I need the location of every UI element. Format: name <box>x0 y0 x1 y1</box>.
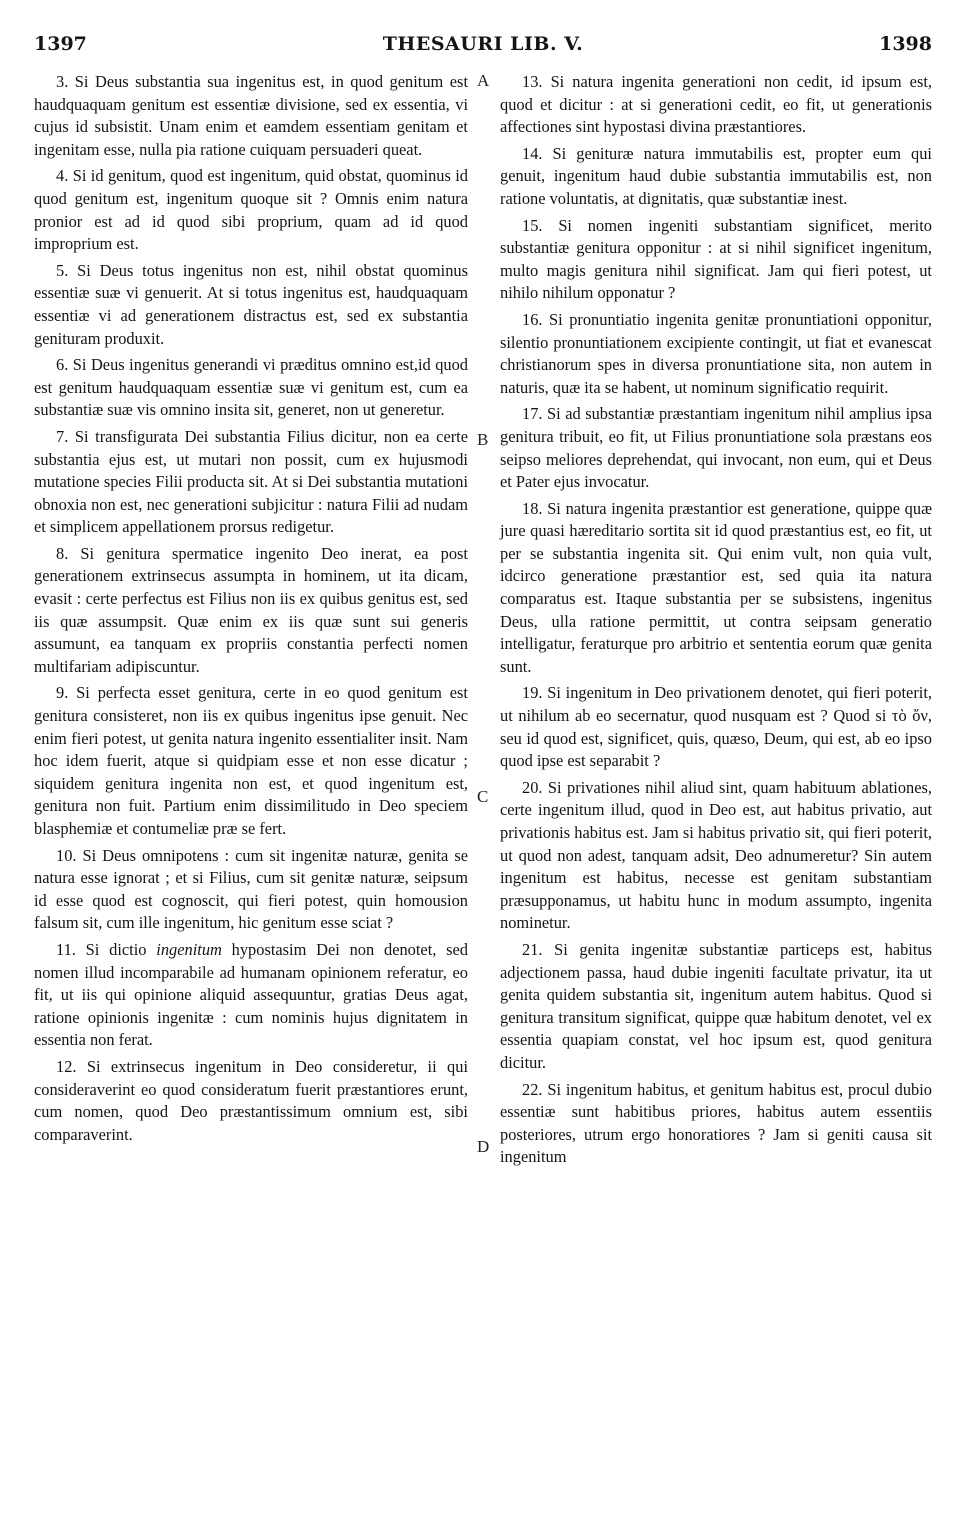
paragraph: 20. Si privationes nihil aliud sint, quam habituum ablationes, certe ingenitum illud, quod in Deo est, aut habitus privatio, aut privationis habitus est. Jam si habitus privatio sit, qui fieri poterit, ut quod non adest, tanquam adsit, Deo adnumeretur? Sin autem ingenitum est habitus, necesse est genitam substantiam præsupponamus, ut habitu hunc in modum assumpto, ingenita nominetur. <box>500 777 932 933</box>
paragraph: 9. Si perfecta esset genitura, certe in eo quod genitum est genitura consisteret, non iis ex quibus ingenitus ipse genuit. Nec enim fieri potest, ut genita natura ingenito essentialiter insit. Nam hoc idem fuerit, atque si quidpiam esse et non esse dicatur ; siquidem genitura ingenita non est, et quod ingenitum est, genitura non fuit. Partium enim dissimilitudo in Deo speciem blasphemiæ et contumeliæ præ se fert. <box>34 683 468 838</box>
paragraph: 7. Si transfigurata Dei substantia Filius dicitur, non ea certe substantia ejus est, ut mutari non possit, cum ex hujusmodi mutatione species Filii producta sit. At si Dei substantia mutationi obnoxia non est, nec generationi subjicitur : natura Filii ad nudam et simplicem appellationem prorsus redigetur. <box>34 426 468 537</box>
margin-marker-a: A <box>477 71 490 90</box>
running-header <box>28 33 938 59</box>
paragraph: 3. Si Deus substantia sua ingenitus est, in quod genitum est haudquaquam genitum est essentiæ divisione, sed ex essentia, vi cujus id subsistit. Unam enim et eamdem essentiam genitam et ingenitam esse, nulla pia ratione cuiquam persuaderi queat. <box>34 72 468 159</box>
paragraph: 10. Si Deus omnipotens : cum sit ingenitæ naturæ, genita se natura esse ignorat ; et si Filius, cum sit genitæ naturæ, seipsum id esse quod est cognoscit, qui fieri potest, quin homousion falsum sit, cum ille ingenitum, hic genitum esse sciat ? <box>34 845 468 933</box>
paragraph: 5. Si Deus totus ingenitus non est, nihil obstat quominus essentiæ suæ vi genuerit. At si totus ingenitus est, haudquaquam essentiæ vi ad generationem distractus est, sed ex substantia genituram produxit. <box>34 260 468 348</box>
page-number-left: 1397 <box>34 33 87 55</box>
right-column <box>500 71 932 1173</box>
page-number-right: 1398 <box>879 33 932 55</box>
paragraph: 4. Si id genitum, quod est ingenitum, quid obstat, quominus id quod genitum est, ingenitum quoque sit ? Omnis enim natura pronior est ad id quod sibi proprium, quam ad id quod improprium est. <box>34 166 468 254</box>
paragraph: 22. Si ingenitum habitus, et genitum habitus est, procul dubio essentiæ sunt habitibus priores, habitus autem essentiis posteriores, utrum ergo honoratiores ? Jam si geniti causa sit ingenitum <box>500 1079 932 1167</box>
margin-marker-b: B <box>477 430 489 449</box>
paragraph: 17. Si ad substantiæ præstantiam ingenitum nihil amplius ipsa genitura tribuit, eo fit, ut Filius pronuntiatione sola præstans eos seipso meliores deprehendat, qui invocant, non eum, qui et Deus et Pater ejus invocatur. <box>500 404 932 492</box>
paragraph: 14. Si genituræ natura immutabilis est, propter eum qui genuit, ingenitum haud dubie substantia immutabilis est, non ratione voluntatis, at dignitatis, quæ substantiæ inest. <box>500 143 932 208</box>
paragraph: 16. Si pronuntiatio ingenita genitæ pronuntiationi opponitur, silentio pronuntiationem excipiente contingit, ut fiat et evanescat christianorum spes in diversa pronuntiatione sita, non autem in naturis, quæ ita se habent, ut nominum significatio requirit. <box>500 309 932 397</box>
paragraph: 15. Si nomen ingeniti substantiam significet, merito substantiæ genitura opponitur : at si nihil significet ingenitum, multo magis genitura nihil significat. Jam qui fieri potest, ut nihilo nihilum opponatur ? <box>500 215 932 303</box>
left-column <box>34 71 468 1150</box>
paragraph: 8. Si genitura spermatice ingenito Deo inerat, ea post generationem extrinsecus assumpta in hominem, ut ita dicam, evasit : certe perfectus est Filius non iis ex quibus genitus est, sed iis quæ assumpsit. Quæ enim ex iis quæ sunt sui generis assumunt, ea tanquam ex propriis constantia perfecti nomen multifariam adipiscuntur. <box>34 543 468 676</box>
paragraph: 18. Si natura ingenita præstantior est generatione, quippe quæ jure quasi hæreditario sortita sit id quod præstantius est, eo fit, ut per se substantia ingenita sit. Qui enim vult, non quia vult, idcirco generatione præstantior est, sed quia ita natura comparatus est. Itaque substantia per se subsistens, ingenitus Deus, ulla ratione permittit, ut contra seipsam generatio intelligatur, feraturque pro arbitrio et sententia eorum quæ genita sunt. <box>500 498 932 676</box>
paragraph: 11. Si dictio ingenitum hypostasim Dei non denotet, sed nomen illud incomparabile ad humanam opinionem referatur, eo fit, ut iis qui opinione aliquid assequuntur, gratias Deus agat, ratione opinionis ingenitæ : cum nominis hujus dignitatem in essentia non ferat. <box>34 939 468 1050</box>
running-title: THESAURI LIB. V. <box>382 33 584 55</box>
margin-marker-c: C <box>477 787 489 806</box>
paragraph: 13. Si natura ingenita generationi non cedit, id ipsum est, quod et dicitur : at si generationi cedit, eo fit, ut generationis affectiones sint hypostasi divina præstantiores. <box>500 72 932 137</box>
margin-marker-d: D <box>477 1137 490 1156</box>
paragraph: 21. Si genita ingenitæ substantiæ particeps est, habitus adjectionem passa, haud dubie ingeniti facultate privatur, ita ut genita quidem substantia sit, ingenitum autem habitus. Quod si genitura transitum significat, quippe quæ habitum denotet, vel ex essentia quapiam constat, vel hoc ipsum est, quod genitura dicitur. <box>500 939 932 1072</box>
paragraph: 6. Si Deus ingenitus generandi vi præditus omnino est,id quod est genitum haudquaquam essentiæ suæ vi genitum est, cum ea substantiæ suæ vis omnino insita sit, generet, non ut generetur. <box>34 355 468 420</box>
paragraph: 12. Si extrinsecus ingenitum in Deo consideretur, ii qui consideraverint eo quod consideratum fuerit præstantiores erunt, cum nomen, quod Deo præstantissimum omnium est, sibi comparaverint. <box>34 1056 468 1144</box>
paragraph: 19. Si ingenitum in Deo privationem denotet, qui fieri poterit, ut nihilum ab eo secernatur, quod nusquam est ? Quod si τὸ ὄν, seu id quod est, significet, quis, quæso, Deum, qui est, ab eo ipso quod ipse est separabit ? <box>500 683 932 771</box>
